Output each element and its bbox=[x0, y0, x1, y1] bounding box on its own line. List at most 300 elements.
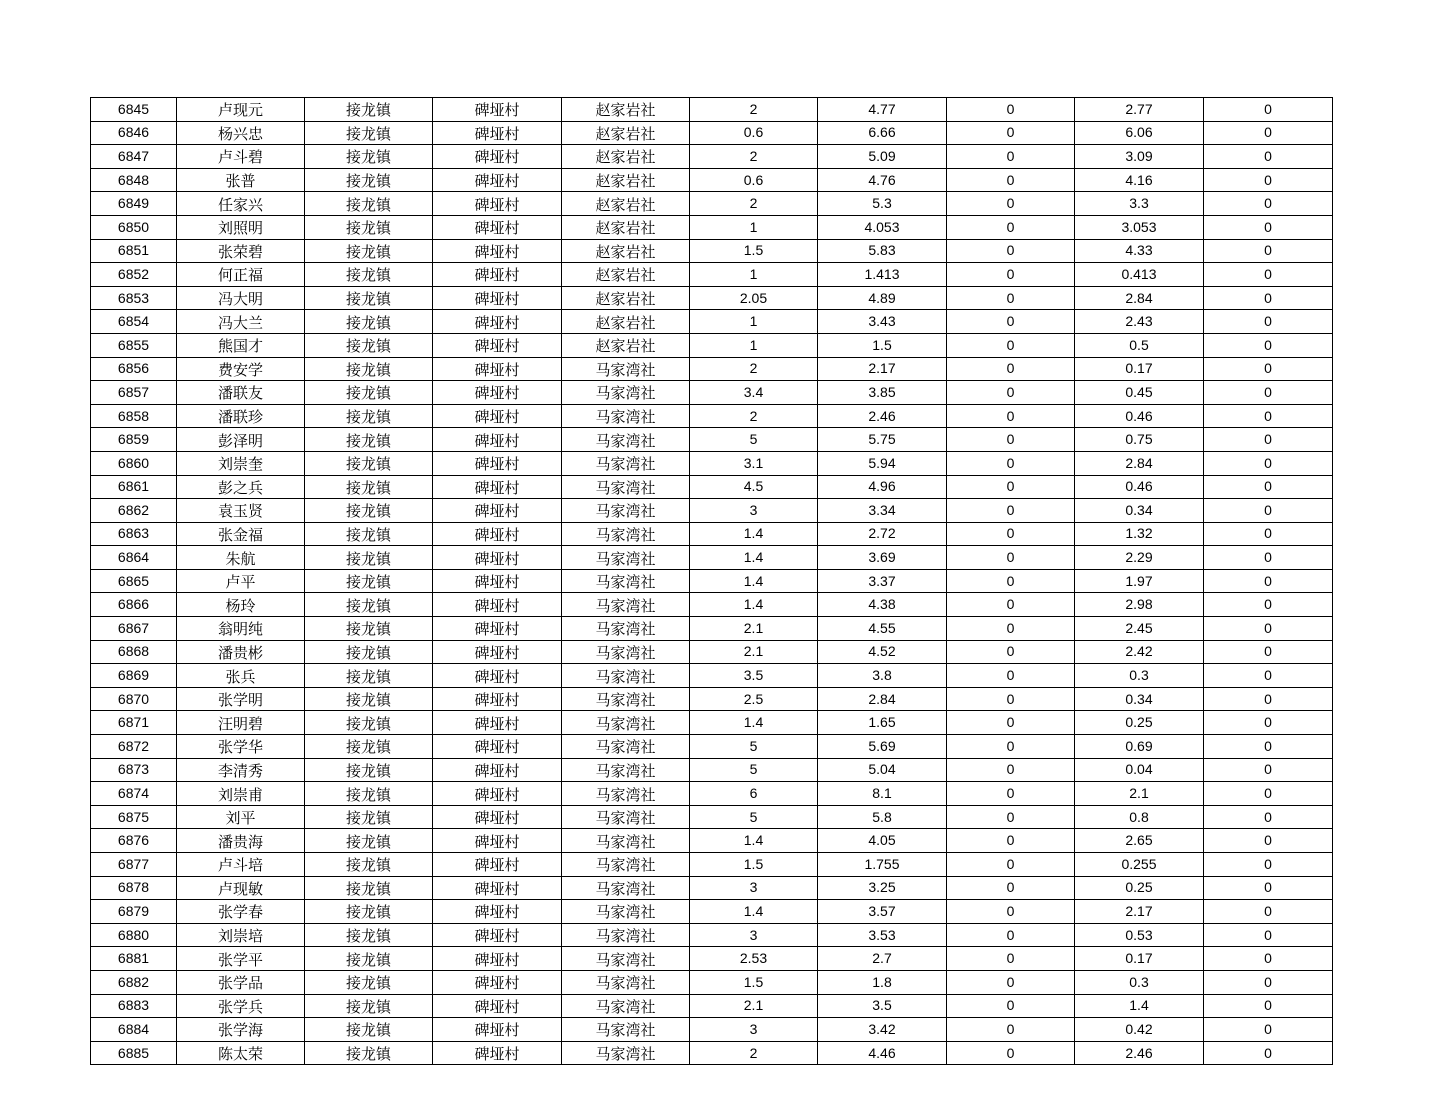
value-c-cell: 0 bbox=[947, 451, 1075, 475]
town-cell: 接龙镇 bbox=[305, 687, 433, 711]
value-c-cell: 0 bbox=[947, 900, 1075, 924]
group-cell: 马家湾社 bbox=[562, 428, 690, 452]
value-e-cell: 0 bbox=[1204, 451, 1333, 475]
town-cell: 接龙镇 bbox=[305, 829, 433, 853]
value-c-cell: 0 bbox=[947, 640, 1075, 664]
town-cell: 接龙镇 bbox=[305, 145, 433, 169]
value-a-cell: 1 bbox=[690, 310, 818, 334]
value-d-cell: 1.97 bbox=[1075, 569, 1204, 593]
value-e-cell: 0 bbox=[1204, 994, 1333, 1018]
value-c-cell: 0 bbox=[947, 215, 1075, 239]
name-cell: 任家兴 bbox=[177, 192, 305, 216]
name-cell: 张普 bbox=[177, 168, 305, 192]
table-row bbox=[91, 687, 1333, 711]
value-b-cell: 5.75 bbox=[818, 428, 947, 452]
value-e-cell: 0 bbox=[1204, 923, 1333, 947]
value-a-cell: 3 bbox=[690, 923, 818, 947]
value-e-cell: 0 bbox=[1204, 829, 1333, 853]
row-number-cell: 6851 bbox=[91, 239, 177, 263]
town-cell: 接龙镇 bbox=[305, 499, 433, 523]
town-cell: 接龙镇 bbox=[305, 451, 433, 475]
row-number-cell: 6847 bbox=[91, 145, 177, 169]
value-b-cell: 4.053 bbox=[818, 215, 947, 239]
name-cell: 张金福 bbox=[177, 522, 305, 546]
value-d-cell: 2.77 bbox=[1075, 98, 1204, 122]
town-cell: 接龙镇 bbox=[305, 428, 433, 452]
row-number-cell: 6850 bbox=[91, 215, 177, 239]
village-cell: 碑垭村 bbox=[433, 192, 562, 216]
village-cell: 碑垭村 bbox=[433, 569, 562, 593]
value-c-cell: 0 bbox=[947, 121, 1075, 145]
village-cell: 碑垭村 bbox=[433, 1041, 562, 1065]
value-d-cell: 0.34 bbox=[1075, 687, 1204, 711]
name-cell: 张学华 bbox=[177, 735, 305, 759]
group-cell: 赵家岩社 bbox=[562, 98, 690, 122]
row-number-cell: 6880 bbox=[91, 923, 177, 947]
group-cell: 马家湾社 bbox=[562, 923, 690, 947]
group-cell: 马家湾社 bbox=[562, 947, 690, 971]
value-c-cell: 0 bbox=[947, 168, 1075, 192]
table-row bbox=[91, 994, 1333, 1018]
row-number-cell: 6846 bbox=[91, 121, 177, 145]
value-a-cell: 2.05 bbox=[690, 286, 818, 310]
table-row bbox=[91, 145, 1333, 169]
table-row bbox=[91, 1018, 1333, 1042]
value-b-cell: 1.413 bbox=[818, 263, 947, 287]
group-cell: 马家湾社 bbox=[562, 711, 690, 735]
row-number-cell: 6874 bbox=[91, 782, 177, 806]
value-d-cell: 0.17 bbox=[1075, 947, 1204, 971]
data-table bbox=[90, 97, 1333, 1065]
group-cell: 马家湾社 bbox=[562, 381, 690, 405]
value-b-cell: 4.05 bbox=[818, 829, 947, 853]
town-cell: 接龙镇 bbox=[305, 640, 433, 664]
value-c-cell: 0 bbox=[947, 192, 1075, 216]
town-cell: 接龙镇 bbox=[305, 947, 433, 971]
group-cell: 马家湾社 bbox=[562, 357, 690, 381]
value-a-cell: 3.1 bbox=[690, 451, 818, 475]
row-number-cell: 6855 bbox=[91, 333, 177, 357]
name-cell: 卢平 bbox=[177, 569, 305, 593]
name-cell: 张学海 bbox=[177, 1018, 305, 1042]
town-cell: 接龙镇 bbox=[305, 664, 433, 688]
name-cell: 李清秀 bbox=[177, 758, 305, 782]
village-cell: 碑垭村 bbox=[433, 475, 562, 499]
village-cell: 碑垭村 bbox=[433, 145, 562, 169]
value-d-cell: 3.053 bbox=[1075, 215, 1204, 239]
village-cell: 碑垭村 bbox=[433, 357, 562, 381]
value-a-cell: 5 bbox=[690, 735, 818, 759]
row-number-cell: 6857 bbox=[91, 381, 177, 405]
group-cell: 马家湾社 bbox=[562, 499, 690, 523]
value-b-cell: 3.85 bbox=[818, 381, 947, 405]
group-cell: 马家湾社 bbox=[562, 617, 690, 641]
village-cell: 碑垭村 bbox=[433, 451, 562, 475]
group-cell: 马家湾社 bbox=[562, 569, 690, 593]
value-e-cell: 0 bbox=[1204, 239, 1333, 263]
value-b-cell: 4.77 bbox=[818, 98, 947, 122]
value-a-cell: 1.5 bbox=[690, 970, 818, 994]
value-d-cell: 1.4 bbox=[1075, 994, 1204, 1018]
value-a-cell: 5 bbox=[690, 805, 818, 829]
group-cell: 马家湾社 bbox=[562, 782, 690, 806]
name-cell: 卢斗碧 bbox=[177, 145, 305, 169]
row-number-cell: 6858 bbox=[91, 404, 177, 428]
town-cell: 接龙镇 bbox=[305, 192, 433, 216]
value-c-cell: 0 bbox=[947, 664, 1075, 688]
value-a-cell: 2.53 bbox=[690, 947, 818, 971]
value-a-cell: 5 bbox=[690, 428, 818, 452]
row-number-cell: 6884 bbox=[91, 1018, 177, 1042]
name-cell: 冯大明 bbox=[177, 286, 305, 310]
table-row bbox=[91, 569, 1333, 593]
name-cell: 杨兴忠 bbox=[177, 121, 305, 145]
village-cell: 碑垭村 bbox=[433, 263, 562, 287]
value-d-cell: 0.34 bbox=[1075, 499, 1204, 523]
table-row bbox=[91, 1041, 1333, 1065]
value-e-cell: 0 bbox=[1204, 499, 1333, 523]
table-row bbox=[91, 168, 1333, 192]
value-b-cell: 1.65 bbox=[818, 711, 947, 735]
value-c-cell: 0 bbox=[947, 546, 1075, 570]
value-c-cell: 0 bbox=[947, 711, 1075, 735]
name-cell: 卢现元 bbox=[177, 98, 305, 122]
town-cell: 接龙镇 bbox=[305, 970, 433, 994]
row-number-cell: 6872 bbox=[91, 735, 177, 759]
value-e-cell: 0 bbox=[1204, 168, 1333, 192]
value-a-cell: 1.4 bbox=[690, 522, 818, 546]
name-cell: 刘崇奎 bbox=[177, 451, 305, 475]
group-cell: 马家湾社 bbox=[562, 758, 690, 782]
value-e-cell: 0 bbox=[1204, 98, 1333, 122]
row-number-cell: 6877 bbox=[91, 853, 177, 877]
value-a-cell: 1 bbox=[690, 215, 818, 239]
village-cell: 碑垭村 bbox=[433, 286, 562, 310]
town-cell: 接龙镇 bbox=[305, 475, 433, 499]
table-row bbox=[91, 546, 1333, 570]
value-e-cell: 0 bbox=[1204, 947, 1333, 971]
village-cell: 碑垭村 bbox=[433, 522, 562, 546]
village-cell: 碑垭村 bbox=[433, 664, 562, 688]
value-b-cell: 2.72 bbox=[818, 522, 947, 546]
village-cell: 碑垭村 bbox=[433, 98, 562, 122]
value-b-cell: 3.8 bbox=[818, 664, 947, 688]
value-c-cell: 0 bbox=[947, 735, 1075, 759]
value-c-cell: 0 bbox=[947, 758, 1075, 782]
value-b-cell: 5.69 bbox=[818, 735, 947, 759]
value-c-cell: 0 bbox=[947, 1041, 1075, 1065]
value-d-cell: 1.32 bbox=[1075, 522, 1204, 546]
village-cell: 碑垭村 bbox=[433, 617, 562, 641]
value-b-cell: 2.7 bbox=[818, 947, 947, 971]
value-a-cell: 1 bbox=[690, 333, 818, 357]
row-number-cell: 6848 bbox=[91, 168, 177, 192]
value-b-cell: 4.89 bbox=[818, 286, 947, 310]
value-b-cell: 3.69 bbox=[818, 546, 947, 570]
value-a-cell: 2 bbox=[690, 404, 818, 428]
value-e-cell: 0 bbox=[1204, 333, 1333, 357]
value-a-cell: 3 bbox=[690, 876, 818, 900]
group-cell: 赵家岩社 bbox=[562, 192, 690, 216]
table-row bbox=[91, 640, 1333, 664]
table-row bbox=[91, 900, 1333, 924]
group-cell: 马家湾社 bbox=[562, 640, 690, 664]
town-cell: 接龙镇 bbox=[305, 546, 433, 570]
village-cell: 碑垭村 bbox=[433, 1018, 562, 1042]
village-cell: 碑垭村 bbox=[433, 853, 562, 877]
row-number-cell: 6863 bbox=[91, 522, 177, 546]
value-e-cell: 0 bbox=[1204, 381, 1333, 405]
value-a-cell: 1 bbox=[690, 263, 818, 287]
group-cell: 马家湾社 bbox=[562, 593, 690, 617]
value-e-cell: 0 bbox=[1204, 640, 1333, 664]
value-d-cell: 0.25 bbox=[1075, 876, 1204, 900]
town-cell: 接龙镇 bbox=[305, 805, 433, 829]
value-c-cell: 0 bbox=[947, 593, 1075, 617]
town-cell: 接龙镇 bbox=[305, 333, 433, 357]
value-a-cell: 5 bbox=[690, 758, 818, 782]
value-b-cell: 5.8 bbox=[818, 805, 947, 829]
village-cell: 碑垭村 bbox=[433, 499, 562, 523]
table-row bbox=[91, 333, 1333, 357]
value-d-cell: 0.53 bbox=[1075, 923, 1204, 947]
value-e-cell: 0 bbox=[1204, 876, 1333, 900]
value-a-cell: 2.1 bbox=[690, 617, 818, 641]
group-cell: 赵家岩社 bbox=[562, 239, 690, 263]
group-cell: 马家湾社 bbox=[562, 829, 690, 853]
village-cell: 碑垭村 bbox=[433, 805, 562, 829]
village-cell: 碑垭村 bbox=[433, 168, 562, 192]
value-a-cell: 3.4 bbox=[690, 381, 818, 405]
value-b-cell: 5.09 bbox=[818, 145, 947, 169]
name-cell: 朱航 bbox=[177, 546, 305, 570]
row-number-cell: 6864 bbox=[91, 546, 177, 570]
value-c-cell: 0 bbox=[947, 333, 1075, 357]
name-cell: 熊国才 bbox=[177, 333, 305, 357]
value-b-cell: 4.55 bbox=[818, 617, 947, 641]
town-cell: 接龙镇 bbox=[305, 98, 433, 122]
village-cell: 碑垭村 bbox=[433, 994, 562, 1018]
table-row bbox=[91, 617, 1333, 641]
row-number-cell: 6876 bbox=[91, 829, 177, 853]
town-cell: 接龙镇 bbox=[305, 994, 433, 1018]
town-cell: 接龙镇 bbox=[305, 168, 433, 192]
town-cell: 接龙镇 bbox=[305, 215, 433, 239]
value-d-cell: 0.42 bbox=[1075, 1018, 1204, 1042]
value-c-cell: 0 bbox=[947, 782, 1075, 806]
value-e-cell: 0 bbox=[1204, 569, 1333, 593]
value-e-cell: 0 bbox=[1204, 617, 1333, 641]
value-d-cell: 0.25 bbox=[1075, 711, 1204, 735]
name-cell: 冯大兰 bbox=[177, 310, 305, 334]
value-e-cell: 0 bbox=[1204, 970, 1333, 994]
table-row bbox=[91, 782, 1333, 806]
value-c-cell: 0 bbox=[947, 381, 1075, 405]
value-e-cell: 0 bbox=[1204, 593, 1333, 617]
value-b-cell: 5.04 bbox=[818, 758, 947, 782]
value-a-cell: 4.5 bbox=[690, 475, 818, 499]
value-d-cell: 2.42 bbox=[1075, 640, 1204, 664]
value-b-cell: 3.34 bbox=[818, 499, 947, 523]
value-b-cell: 3.42 bbox=[818, 1018, 947, 1042]
name-cell: 刘崇甫 bbox=[177, 782, 305, 806]
village-cell: 碑垭村 bbox=[433, 381, 562, 405]
value-a-cell: 1.4 bbox=[690, 900, 818, 924]
village-cell: 碑垭村 bbox=[433, 782, 562, 806]
value-e-cell: 0 bbox=[1204, 404, 1333, 428]
table-row bbox=[91, 829, 1333, 853]
value-d-cell: 2.17 bbox=[1075, 900, 1204, 924]
value-d-cell: 0.46 bbox=[1075, 404, 1204, 428]
value-b-cell: 3.5 bbox=[818, 994, 947, 1018]
value-b-cell: 5.3 bbox=[818, 192, 947, 216]
value-d-cell: 2.45 bbox=[1075, 617, 1204, 641]
value-c-cell: 0 bbox=[947, 310, 1075, 334]
town-cell: 接龙镇 bbox=[305, 617, 433, 641]
value-b-cell: 4.96 bbox=[818, 475, 947, 499]
row-number-cell: 6881 bbox=[91, 947, 177, 971]
table-row bbox=[91, 853, 1333, 877]
town-cell: 接龙镇 bbox=[305, 381, 433, 405]
village-cell: 碑垭村 bbox=[433, 121, 562, 145]
value-d-cell: 2.1 bbox=[1075, 782, 1204, 806]
value-a-cell: 1.5 bbox=[690, 853, 818, 877]
value-b-cell: 4.46 bbox=[818, 1041, 947, 1065]
row-number-cell: 6865 bbox=[91, 569, 177, 593]
row-number-cell: 6860 bbox=[91, 451, 177, 475]
name-cell: 张荣碧 bbox=[177, 239, 305, 263]
group-cell: 马家湾社 bbox=[562, 805, 690, 829]
group-cell: 马家湾社 bbox=[562, 876, 690, 900]
table-row bbox=[91, 98, 1333, 122]
group-cell: 马家湾社 bbox=[562, 970, 690, 994]
value-c-cell: 0 bbox=[947, 286, 1075, 310]
value-d-cell: 0.69 bbox=[1075, 735, 1204, 759]
village-cell: 碑垭村 bbox=[433, 215, 562, 239]
village-cell: 碑垭村 bbox=[433, 923, 562, 947]
group-cell: 马家湾社 bbox=[562, 664, 690, 688]
town-cell: 接龙镇 bbox=[305, 876, 433, 900]
value-c-cell: 0 bbox=[947, 994, 1075, 1018]
value-d-cell: 0.3 bbox=[1075, 970, 1204, 994]
value-b-cell: 6.66 bbox=[818, 121, 947, 145]
group-cell: 马家湾社 bbox=[562, 451, 690, 475]
village-cell: 碑垭村 bbox=[433, 735, 562, 759]
village-cell: 碑垭村 bbox=[433, 711, 562, 735]
town-cell: 接龙镇 bbox=[305, 1018, 433, 1042]
table-row bbox=[91, 664, 1333, 688]
group-cell: 马家湾社 bbox=[562, 404, 690, 428]
group-cell: 马家湾社 bbox=[562, 687, 690, 711]
value-d-cell: 3.09 bbox=[1075, 145, 1204, 169]
table-row bbox=[91, 970, 1333, 994]
value-c-cell: 0 bbox=[947, 853, 1075, 877]
name-cell: 张学品 bbox=[177, 970, 305, 994]
group-cell: 马家湾社 bbox=[562, 735, 690, 759]
value-c-cell: 0 bbox=[947, 1018, 1075, 1042]
group-cell: 马家湾社 bbox=[562, 994, 690, 1018]
town-cell: 接龙镇 bbox=[305, 522, 433, 546]
value-a-cell: 3.5 bbox=[690, 664, 818, 688]
name-cell: 费安学 bbox=[177, 357, 305, 381]
row-number-cell: 6871 bbox=[91, 711, 177, 735]
value-d-cell: 2.84 bbox=[1075, 451, 1204, 475]
value-c-cell: 0 bbox=[947, 970, 1075, 994]
table-row bbox=[91, 215, 1333, 239]
village-cell: 碑垭村 bbox=[433, 640, 562, 664]
row-number-cell: 6862 bbox=[91, 499, 177, 523]
value-b-cell: 4.38 bbox=[818, 593, 947, 617]
value-b-cell: 1.755 bbox=[818, 853, 947, 877]
value-d-cell: 0.46 bbox=[1075, 475, 1204, 499]
village-cell: 碑垭村 bbox=[433, 829, 562, 853]
value-b-cell: 3.53 bbox=[818, 923, 947, 947]
table-row bbox=[91, 310, 1333, 334]
value-b-cell: 1.8 bbox=[818, 970, 947, 994]
value-e-cell: 0 bbox=[1204, 286, 1333, 310]
group-cell: 马家湾社 bbox=[562, 546, 690, 570]
town-cell: 接龙镇 bbox=[305, 735, 433, 759]
name-cell: 汪明碧 bbox=[177, 711, 305, 735]
village-cell: 碑垭村 bbox=[433, 239, 562, 263]
name-cell: 卢斗培 bbox=[177, 853, 305, 877]
value-a-cell: 2 bbox=[690, 192, 818, 216]
value-e-cell: 0 bbox=[1204, 215, 1333, 239]
value-c-cell: 0 bbox=[947, 357, 1075, 381]
town-cell: 接龙镇 bbox=[305, 711, 433, 735]
village-cell: 碑垭村 bbox=[433, 947, 562, 971]
value-d-cell: 3.3 bbox=[1075, 192, 1204, 216]
village-cell: 碑垭村 bbox=[433, 546, 562, 570]
value-b-cell: 8.1 bbox=[818, 782, 947, 806]
value-d-cell: 0.75 bbox=[1075, 428, 1204, 452]
row-number-cell: 6883 bbox=[91, 994, 177, 1018]
value-d-cell: 0.04 bbox=[1075, 758, 1204, 782]
name-cell: 杨玲 bbox=[177, 593, 305, 617]
value-e-cell: 0 bbox=[1204, 687, 1333, 711]
group-cell: 赵家岩社 bbox=[562, 333, 690, 357]
value-a-cell: 2.5 bbox=[690, 687, 818, 711]
table-row bbox=[91, 711, 1333, 735]
name-cell: 袁玉贤 bbox=[177, 499, 305, 523]
value-a-cell: 0.6 bbox=[690, 168, 818, 192]
town-cell: 接龙镇 bbox=[305, 758, 433, 782]
value-c-cell: 0 bbox=[947, 404, 1075, 428]
table-row bbox=[91, 735, 1333, 759]
value-a-cell: 1.4 bbox=[690, 569, 818, 593]
value-b-cell: 4.76 bbox=[818, 168, 947, 192]
table-row bbox=[91, 192, 1333, 216]
name-cell: 潘贵海 bbox=[177, 829, 305, 853]
value-e-cell: 0 bbox=[1204, 192, 1333, 216]
value-a-cell: 2.1 bbox=[690, 994, 818, 1018]
value-d-cell: 2.46 bbox=[1075, 1041, 1204, 1065]
value-b-cell: 4.52 bbox=[818, 640, 947, 664]
value-a-cell: 0.6 bbox=[690, 121, 818, 145]
name-cell: 陈太荣 bbox=[177, 1041, 305, 1065]
name-cell: 刘崇培 bbox=[177, 923, 305, 947]
group-cell: 赵家岩社 bbox=[562, 145, 690, 169]
value-d-cell: 2.43 bbox=[1075, 310, 1204, 334]
value-d-cell: 0.3 bbox=[1075, 664, 1204, 688]
name-cell: 翁明纯 bbox=[177, 617, 305, 641]
value-a-cell: 1.4 bbox=[690, 711, 818, 735]
value-e-cell: 0 bbox=[1204, 145, 1333, 169]
value-a-cell: 1.4 bbox=[690, 593, 818, 617]
name-cell: 刘照明 bbox=[177, 215, 305, 239]
group-cell: 马家湾社 bbox=[562, 853, 690, 877]
value-a-cell: 1.4 bbox=[690, 829, 818, 853]
